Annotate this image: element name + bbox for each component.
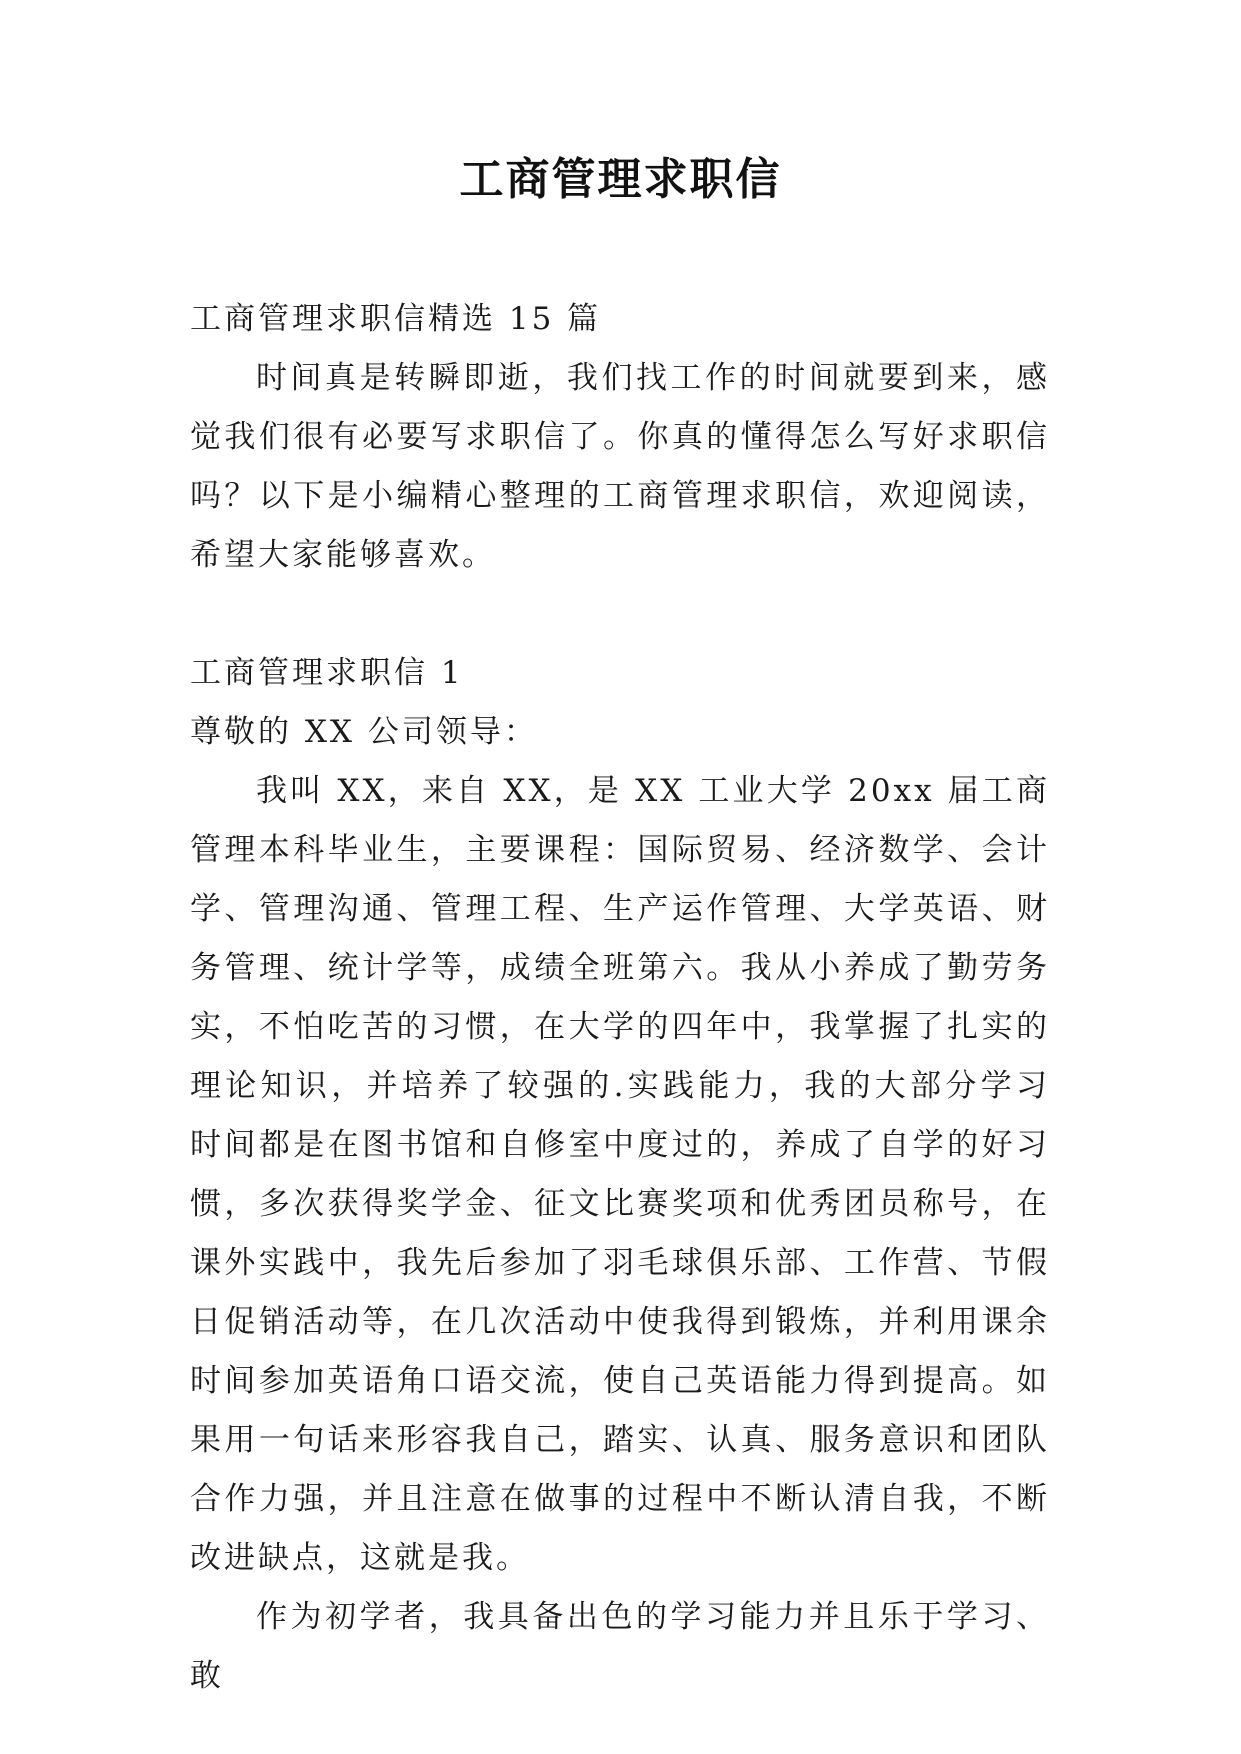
body-paragraph-1: 我叫 XX，来自 XX，是 XX 工业大学 20xx 届工商管理本科毕业生，主要课程：国际贸易、经济数学、会计学、管理沟通、管理工程、生产运作管理、大学英语、财务管理、统计学等，成绩全班第六。我从小养成了勤劳务实，不怕吃苦的习惯，在大学的四年中，我掌握了扎实的理论知识，并培养了较强的.实践能力，我的大部分学习时间都是在图书馆和自修室中度过的，养成了自学的好习惯，多次获得奖学金、征文比赛奖项和优秀团员称号，在课外实践中，我先后参加了羽毛球俱乐部、工作营、节假日促销活动等，在几次活动中使我得到锻炼，并利用课余时间参加英语角口语交流，使自己英语能力得到提高。如果用一句话来形容我自己，踏实、认真、服务意识和团队合作力强，并且注意在做事的过程中不断认清自我，不断改进缺点，这就是我。 <box>190 773 1050 1576</box>
paragraph-spacer <box>190 585 1050 644</box>
document-subtitle: 工商管理求职信精选 15 篇 <box>190 301 602 337</box>
document-title: 工商管理求职信 <box>459 154 782 205</box>
intro-paragraph: 时间真是转瞬即逝，我们找工作的时间就要到来，感觉我们很有必要写求职信了。你真的懂得怎么写好求职信吗？以下是小编精心整理的工商管理求职信，欢迎阅读，希望大家能够喜欢。 <box>190 360 1050 573</box>
letter-salutation: 尊敬的 XX 公司领导： <box>190 714 538 750</box>
body-paragraph-2: 作为初学者，我具备出色的学习能力并且乐于学习、敢 <box>190 1599 1050 1694</box>
section-heading: 工商管理求职信 1 <box>190 655 464 691</box>
document-body <box>190 290 1050 1706</box>
